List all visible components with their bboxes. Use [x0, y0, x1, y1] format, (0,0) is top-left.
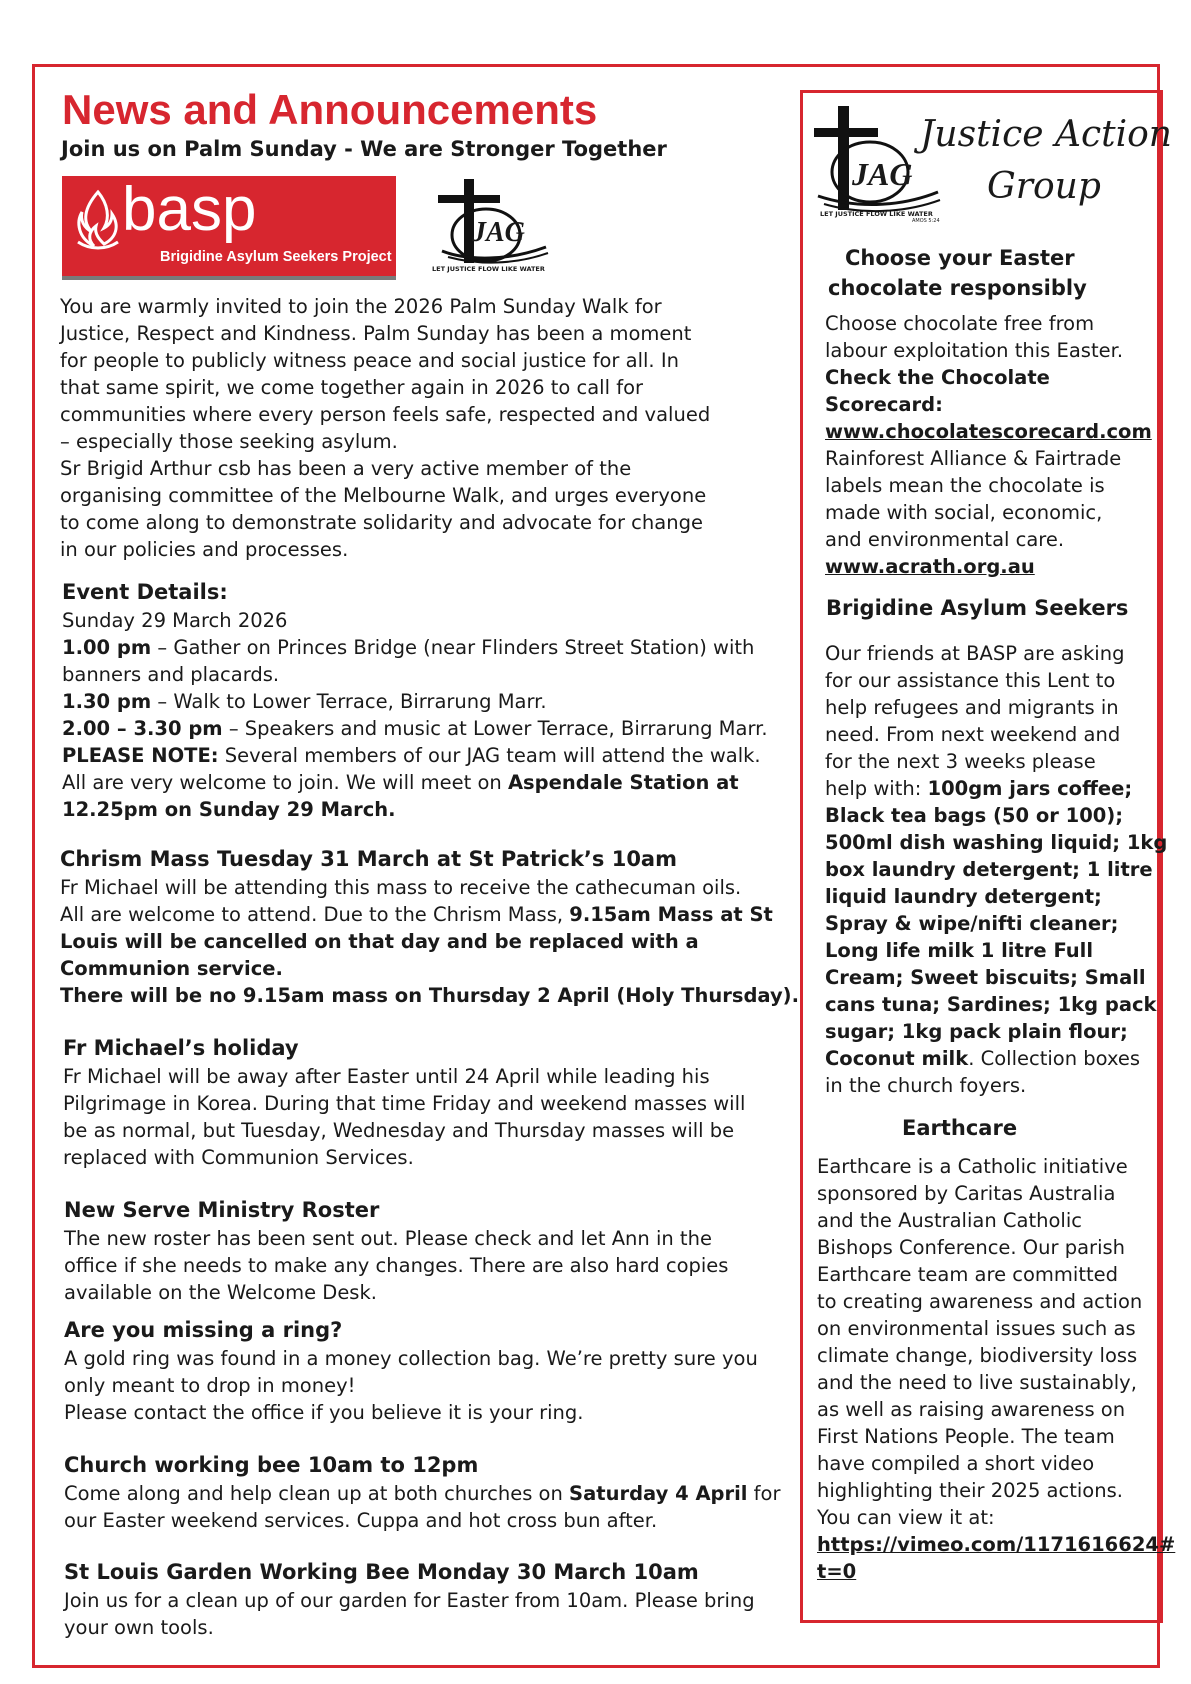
flame-icon: [74, 188, 122, 252]
basp-line: Coconut milk. Collection boxes: [825, 1047, 1141, 1070]
basp-logo: [62, 176, 396, 280]
garden-heading: St Louis Garden Working Bee Monday 30 March 10am: [64, 1560, 699, 1584]
intro-line: Justice, Respect and Kindness. Palm Sunday has been a moment: [60, 322, 692, 345]
chrism-line: Fr Michael will be attending this mass to receive the cathecuman oils.: [60, 876, 742, 899]
earthcare-line: to creating awareness and action: [817, 1290, 1143, 1313]
event-note: PLEASE NOTE: Several members of our JAG team will attend the walk.: [62, 744, 761, 767]
earthcare-line: Earthcare team are committed: [817, 1263, 1118, 1286]
basp-line: help with: 100gm jars coffee;: [825, 777, 1133, 800]
group-name-line1: Justice Action: [920, 114, 1172, 155]
basp-item: Black tea bags (50 or 100);: [825, 804, 1124, 827]
earthcare-line: as well as raising awareness on: [817, 1398, 1126, 1421]
chrism-line: There will be no 9.15am mass on Thursday 2 April (Holy Thursday).: [60, 984, 800, 1007]
event-heading: Event Details:: [62, 580, 228, 604]
chocolate-scorecard-link[interactable]: www.chocolatescorecard.com: [825, 420, 1152, 443]
basp-tagline: Brigidine Asylum Seekers Project: [160, 249, 392, 265]
event-time-1: 1.00 pm – Gather on Princes Bridge (near Flinders Street Station) with: [62, 636, 755, 659]
ring-heading: Are you missing a ring?: [64, 1318, 343, 1342]
choc-line: Choose chocolate free from: [825, 312, 1095, 335]
sidebar-jag-letters: JAG: [852, 156, 913, 192]
roster-line: available on the Welcome Desk.: [64, 1281, 377, 1304]
basp-item: sugar; 1kg pack plain flour;: [825, 1020, 1128, 1043]
event-time-1-cont: banners and placards.: [62, 663, 280, 686]
earthcare-heading: Earthcare: [902, 1116, 1018, 1140]
holiday-line: Pilgrimage in Korea. During that time Friday and weekend masses will: [63, 1092, 746, 1115]
sidebar-jag-ref: AMOS 5:24: [912, 218, 940, 224]
earthcare-line: Bishops Conference. Our parish: [817, 1236, 1126, 1259]
intro-line: organising committee of the Melbourne Walk, and urges everyone: [60, 484, 707, 507]
intro-line: You are warmly invited to join the 2026 Palm Sunday Walk for: [60, 295, 662, 318]
choc-line: Rainforest Alliance & Fairtrade: [825, 447, 1122, 470]
basp-line: for the next 3 weeks please: [825, 750, 1096, 773]
event-meet: All are very welcome to join. We will meet on Aspendale Station at: [62, 771, 739, 794]
basp-wordmark: basp: [122, 175, 257, 244]
vimeo-link[interactable]: https://vimeo.com/1171616624#: [817, 1533, 1176, 1556]
earthcare-line: and the need to live sustainably,: [817, 1371, 1137, 1394]
intro-line: Sr Brigid Arthur csb has been a very active member of the: [60, 457, 632, 480]
earthcare-line: First Nations People. The team: [817, 1425, 1115, 1448]
earthcare-line: on environmental issues such as: [817, 1317, 1136, 1340]
choc-bold: Scorecard:: [825, 393, 943, 416]
ring-line: Please contact the office if you believe it is your ring.: [64, 1401, 584, 1424]
ring-line: only meant to drop in money!: [64, 1374, 356, 1397]
holiday-line: Fr Michael will be away after Easter until 24 April while leading his: [63, 1065, 710, 1088]
ring-body: [64, 1345, 758, 1426]
roster-body: [64, 1225, 728, 1306]
earthcare-line: You can view it at:: [817, 1506, 995, 1529]
intro-line: to come along to demonstrate solidarity and advocate for change: [60, 511, 703, 534]
bee-line: Come along and help clean up at both churches on Saturday 4 April for: [64, 1482, 781, 1505]
event-meet-cont: 12.25pm on Sunday 29 March.: [62, 798, 396, 821]
bee-body: [64, 1480, 781, 1534]
roster-line: The new roster has been sent out. Please check and let Ann in the: [64, 1227, 712, 1250]
holiday-line: be as normal, but Tuesday, Wednesday and Thursday masses will be: [63, 1119, 735, 1142]
basp-line: help refugees and migrants in: [825, 696, 1119, 719]
choc-heading-1: Choose your Easter: [845, 246, 1075, 270]
basp-item: Spray & wipe/nifti cleaner;: [825, 912, 1119, 935]
intro-line: in our policies and processes.: [60, 538, 349, 561]
choc-bold: Check the Chocolate: [825, 366, 1050, 389]
jag-letters: JAG: [472, 217, 525, 248]
basp-item: Cream; Sweet biscuits; Small: [825, 966, 1146, 989]
event-time-3: 2.00 – 3.30 pm – Speakers and music at Lower Terrace, Birrarung Marr.: [62, 717, 768, 740]
earthcare-line: climate change, biodiversity loss: [817, 1344, 1138, 1367]
basp-line: need. From next weekend and: [825, 723, 1121, 746]
intro-paragraph: [60, 293, 710, 563]
basp-item: 500ml dish washing liquid; 1kg: [825, 831, 1168, 854]
earthcare-line: Earthcare is a Catholic initiative: [817, 1155, 1128, 1178]
choc-line: labour exploitation this Easter.: [825, 339, 1124, 362]
event-details: [62, 607, 768, 823]
garden-line: Join us for a clean up of our garden for Easter from 10am. Please bring: [64, 1589, 755, 1612]
page-title: News and Announcements: [62, 86, 598, 133]
bee-line: our Easter weekend services. Cuppa and hot cross bun after.: [64, 1509, 658, 1532]
earthcare-line: sponsored by Caritas Australia: [817, 1182, 1116, 1205]
bee-heading: Church working bee 10am to 12pm: [64, 1453, 479, 1477]
chrism-line: All are welcome to attend. Due to the Chrism Mass, 9.15am Mass at St: [60, 903, 773, 926]
choc-body: [825, 310, 1152, 580]
holiday-body: [63, 1063, 745, 1171]
jag-motto: LET JUSTICE FLOW LIKE WATER: [432, 265, 545, 273]
choc-line: labels mean the chocolate is: [825, 474, 1105, 497]
choc-heading-2: chocolate responsibly: [828, 276, 1087, 300]
ring-line: A gold ring was found in a money collection bag. We’re pretty sure you: [64, 1347, 758, 1370]
basp-line: Our friends at BASP are asking: [825, 642, 1125, 665]
choc-line: made with social, economic,: [825, 501, 1103, 524]
event-time-2: 1.30 pm – Walk to Lower Terrace, Birrarung Marr.: [62, 690, 547, 713]
basp-line: in the church foyers.: [825, 1074, 1027, 1097]
chrism-body: [60, 874, 799, 1009]
roster-line: office if she needs to make any changes. There are also hard copies: [64, 1254, 729, 1277]
group-name-line2: Group: [987, 166, 1101, 207]
choc-line: and environmental care.: [825, 528, 1065, 551]
intro-line: that same spirit, we come together again in 2026 to call for: [60, 376, 644, 399]
intro-line: – especially those seeking asylum.: [60, 430, 398, 453]
intro-line: for people to publicly witness peace and social justice for all. In: [60, 349, 679, 372]
roster-heading: New Serve Ministry Roster: [64, 1198, 380, 1222]
jag-logo: [428, 177, 554, 279]
earthcare-line: highlighting their 2025 actions.: [817, 1479, 1123, 1502]
basp-item: Long life milk 1 litre Full: [825, 939, 1094, 962]
basp-item: box laundry detergent; 1 litre: [825, 858, 1153, 881]
acrath-link[interactable]: www.acrath.org.au: [825, 555, 1035, 578]
basp-item: cans tuna; Sardines; 1kg pack: [825, 993, 1157, 1016]
intro-line: communities where every person feels safe, respected and valued: [60, 403, 711, 426]
chrism-line: Louis will be cancelled on that day and be replaced with a: [60, 930, 699, 953]
garden-body: [64, 1587, 755, 1641]
vimeo-link-cont[interactable]: t=0: [817, 1560, 857, 1583]
earthcare-body: [817, 1153, 1175, 1585]
event-date: Sunday 29 March 2026: [62, 609, 288, 632]
garden-line: your own tools.: [64, 1616, 214, 1639]
chrism-heading: Chrism Mass Tuesday 31 March at St Patrick’s 10am: [60, 847, 677, 871]
holiday-line: replaced with Communion Services.: [63, 1146, 414, 1169]
sidebar-jag-motto: LET JUSTICE FLOW LIKE WATER: [820, 210, 933, 218]
holiday-heading: Fr Michael’s holiday: [63, 1036, 299, 1060]
basp-line: for our assistance this Lent to: [825, 669, 1116, 692]
earthcare-line: have compiled a short video: [817, 1452, 1095, 1475]
page-subtitle: Join us on Palm Sunday - We are Stronger Together: [61, 137, 667, 161]
basp-body: [825, 640, 1167, 1099]
chrism-line: Communion service.: [60, 957, 283, 980]
earthcare-line: and the Australian Catholic: [817, 1209, 1082, 1232]
basp-item: liquid laundry detergent;: [825, 885, 1102, 908]
basp-heading: Brigidine Asylum Seekers: [826, 596, 1129, 620]
